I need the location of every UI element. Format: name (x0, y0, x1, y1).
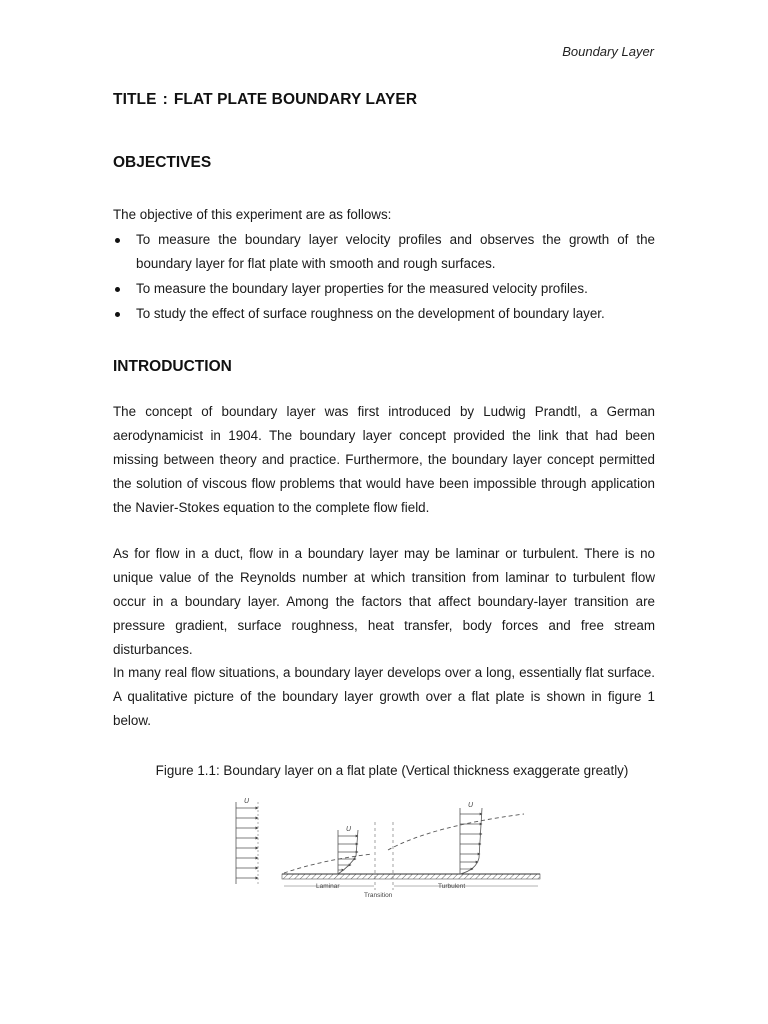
inlet-velocity-label: U (244, 798, 250, 805)
objective-text: To measure the boundary layer properties for the measured velocity profiles. (136, 281, 588, 296)
document-title (113, 91, 417, 109)
boundary-layer-figure (232, 794, 544, 900)
laminar-label: Laminar (316, 883, 340, 890)
flat-plate (282, 874, 540, 879)
figure-caption: Figure 1.1: Boundary layer on a flat plate (Vertical thickness exaggerate greatly) (155, 763, 629, 778)
running-header: Boundary Layer (562, 44, 654, 59)
laminar-velocity-label: U (346, 826, 352, 833)
bullet-icon (115, 238, 120, 243)
transition-label: Transition (364, 892, 393, 899)
inlet-velocity-profile (236, 802, 258, 884)
title-label: TITLE (113, 91, 157, 108)
objectives-heading: OBJECTIVES (113, 154, 212, 171)
title-separator: : (162, 91, 168, 108)
intro-paragraph-3: In many real flow situations, a boundary layer develops over a long, essentially flat surface. A qualitative picture of the boundary layer growth over a flat plate is shown in figure 1 below. (113, 665, 655, 728)
boundary-layer-diagram (232, 794, 544, 900)
laminar-boundary-edge (284, 854, 372, 873)
turbulent-label: Turbulent (438, 883, 466, 890)
turbulent-boundary-edge (388, 814, 524, 850)
bullet-icon (115, 287, 120, 292)
objectives-intro: The objective of this experiment are as follows: (113, 207, 392, 222)
objectives-list (113, 228, 655, 327)
intro-paragraph-2: As for flow in a duct, flow in a boundary layer may be laminar or turbulent. There is no unique value of the Reynolds number at which transition from laminar to turbulent flow occur in a boundary layer. Among the factors that affect boundary-layer transition are pressure gradient, surface roughness, heat transfer, body forces and free stream disturbances. (113, 546, 655, 657)
bullet-icon (115, 312, 120, 317)
title-text: FLAT PLATE BOUNDARY LAYER (173, 91, 418, 108)
intro-paragraph-1: The concept of boundary layer was first introduced by Ludwig Prandtl, a German aerodynamicist in 1904. The boundary layer concept provided the link that had been missing between theory and practice. Furthermore, the boundary layer concept permitted the solution of viscous flow problems that would have been impossible through application the Navier-Stokes equation to the complete flow field. (113, 404, 655, 515)
objective-item (113, 277, 655, 301)
introduction-heading: INTRODUCTION (113, 358, 232, 375)
objective-item (113, 302, 655, 326)
objective-text: To measure the boundary layer velocity profiles and observes the growth of the boundary layer for flat plate with smooth and rough surfaces. (136, 232, 655, 271)
turbulent-velocity-label: U (468, 802, 474, 809)
turbulent-velocity-profile (460, 808, 482, 874)
objective-text: To study the effect of surface roughness on the development of boundary layer. (136, 306, 605, 321)
objective-item (113, 228, 655, 276)
laminar-velocity-profile (338, 830, 358, 874)
